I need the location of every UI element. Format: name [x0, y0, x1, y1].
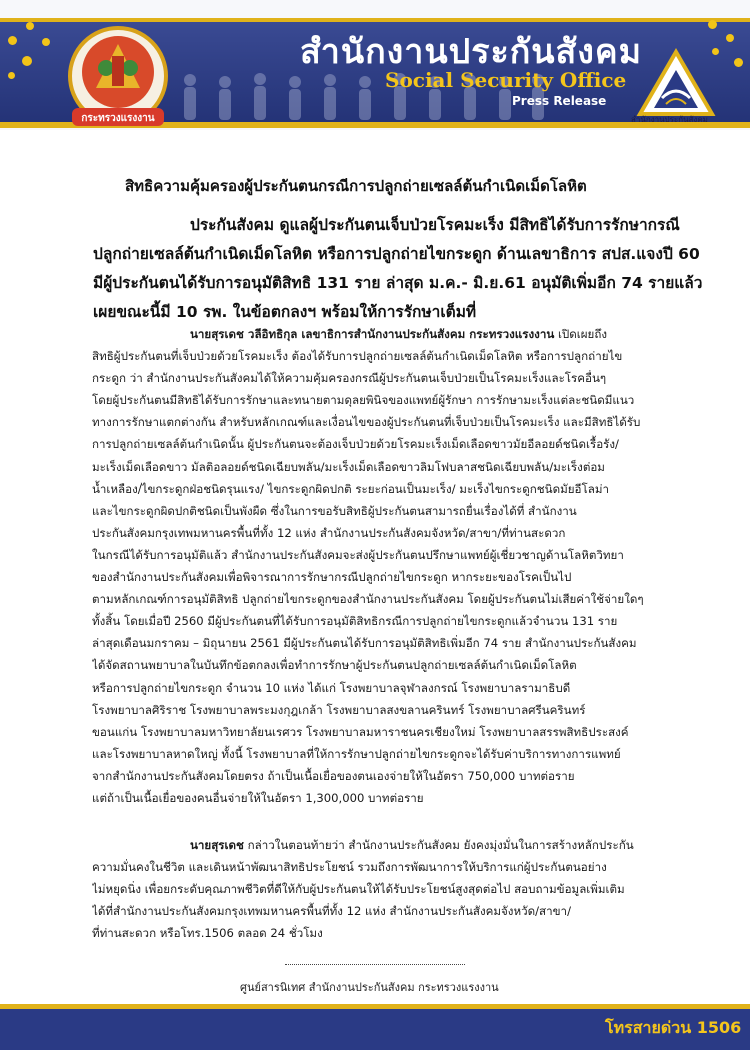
paragraph-2: [92, 834, 712, 944]
ministry-emblem-icon: [66, 26, 170, 130]
lead-line: ปลูกถ่ายเซลล์ต้นกำเนิดเม็ดโลหิต หรือการปลูกถ่ายไขกระดูก ด้านเลขาธิการ สปส.แจงปี 60: [93, 245, 700, 263]
divider: [285, 964, 465, 965]
header-title-en: Social Security Office: [385, 68, 627, 92]
decor-dot: [726, 34, 734, 42]
header: [0, 0, 750, 130]
paragraph-line: ในกรณีได้รับการอนุมัติแล้ว สำนักงานประกันสังคมจะส่งผู้ประกันตนปรึกษาแพทย์ผู้เชี่ยวชาญด้านโลหิตวิทยา: [92, 547, 624, 562]
decor-dot: [8, 36, 17, 45]
paragraph-line: ประกันสังคมกรุงเทพมหานครพื้นที่ทั้ง 12 แห่ง สำนักงานประกันสังคมจังหวัด/สาขา/ที่ท่านสะดวก: [92, 525, 566, 540]
paragraph-line: ขอนแก่น โรงพยาบาลมหาวิทยาลัยนเรศวร โรงพยาบาลมหาราชนครเชียงใหม่ โรงพยาบาลสรรพสิทธิประสงค์: [92, 724, 629, 739]
hotline-label: โทรสายด่วน 1506: [605, 1018, 742, 1037]
paragraph-line: ที่ท่านสะดวก หรือโทร.1506 ตลอด 24 ชั่วโมง: [92, 926, 323, 941]
sso-logo-icon: [636, 48, 716, 120]
header-title-th: สำนักงานประกันสังคม: [300, 32, 643, 72]
paragraph-line: ล่าสุดเดือนมกราคม – มิถุนายน 2561 มีผู้ประกันตนได้รับการอนุมัติสิทธิเพิ่มอีก 74 ราย สำนักงานประกันสังคม: [92, 636, 637, 651]
sso-logo-caption: สำนักงานประกันสังคม: [631, 115, 708, 124]
paragraph-line: และโรงพยาบาลหาดใหญ่ ทั้งนี้ โรงพยาบาลที่ให้การรักษาปลูกถ่ายไขกระดูกจะได้รับค่าบริการทางการแพทย์: [92, 746, 621, 761]
lead-line: มีผู้ประกันตนได้รับการอนุมัติสิทธิ 131 ราย ล่าสุด ม.ค.- มิ.ย.61 อนุมัติเพิ่มอีก 74 รายแล้ว: [93, 274, 703, 292]
paragraph-line: น้ำเหลือง/ไขกระดูกฝ่อชนิดรุนแรง/ ไขกระดูกผิดปกติ ระยะก่อนเป็นมะเร็ง/ มะเร็งไขกระดูกชนิดมัยอีโลม่า: [92, 481, 609, 496]
decor-dot: [708, 20, 717, 29]
paragraph-line: ตามหลักเกณฑ์การอนุมัติสิทธิ ปลูกถ่ายไขกระดูกของสำนักงานประกันสังคม โดยผู้ประกันตนไม่เสียค่าใช้จ่ายใดๆ: [92, 592, 644, 607]
paragraph-line: โดยผู้ประกันตนมีสิทธิได้รับการรักษาและทนายตามดุลยพินิจของแพทย์ผู้รักษา การรักษามะเร็งแต่ละชนิดมีแนว: [92, 393, 635, 408]
decor-dot: [734, 58, 743, 67]
emblem-label: กระทรวงแรงงาน: [81, 113, 155, 124]
paragraph-line: กระดูก ว่า สำนักงานประกันสังคมได้ให้ความคุ้มครองกรณีผู้ประกันตนเจ็บป่วยเป็นโรคมะเร็งและโรคอื่นๆ: [92, 371, 607, 386]
paragraph-line: ของสำนักงานประกันสังคมเพื่อพิจารณาการรักษากรณีปลูกถ่ายไขกระดูก หากระยะของโรคเป็นไป: [92, 570, 572, 585]
paragraph-line: จากสำนักงานประกันสังคมโดยตรง ถ้าเป็นเนื้อเยื่อของตนเองจ่ายให้ในอัตรา 750,000 บาทต่อราย: [92, 768, 575, 783]
paragraph-line: ได้จัดสถานพยาบาลในบันทึกข้อตกลงเพื่อทำการรักษาผู้ประกันตนปลูกถ่ายเซลล์ต้นกำเนิดเม็ดโลหิต: [92, 658, 577, 673]
paragraph-line: นายสุรเดช วลีอิทธิกุล เลขาธิการสำนักงานประกันสังคม กระทรวงแรงงาน เปิดเผยถึง: [190, 327, 608, 341]
paragraph-line: นายสุรเดช กล่าวในตอนท้ายว่า สำนักงานประกันสังคม ยังคงมุ่งมั่นในการสร้างหลักประกัน: [190, 838, 634, 852]
footer-credit: ศูนย์สารนิเทศ สำนักงานประกันสังคม กระทรวงแรงงาน: [240, 981, 499, 994]
press-release-label: Press Release: [512, 94, 607, 108]
paragraph-line: ความมั่นคงในชีวิต และเดินหน้าพัฒนาสิทธิประโยชน์ รวมถึงการพัฒนาการให้บริการแก่ผู้ประกันตนอย่าง: [92, 860, 607, 875]
article-heading: สิทธิความคุ้มครองผู้ประกันตนกรณีการปลูกถ่ายเซลล์ต้นกำเนิดเม็ดโลหิต: [125, 177, 587, 195]
speaker-name: นายสุรเดช วลีอิทธิกุล เลขาธิการสำนักงานประกันสังคม กระทรวงแรงงาน: [190, 327, 555, 341]
decor-dot: [42, 38, 50, 46]
decor-dot: [8, 72, 15, 79]
paragraph-line: สิทธิผู้ประกันตนที่เจ็บป่วยด้วยโรคมะเร็ง ต้องได้รับการปลูกถ่ายเซลล์ต้นกำเนิดเม็ดโลหิต หรือการปลูกถ่ายไข: [92, 349, 623, 364]
decor-dot: [22, 56, 32, 66]
decor-dot: [26, 22, 34, 30]
paragraph-line: การปลูกถ่ายเซลล์ต้นกำเนิดนั้น ผู้ประกันตนจะต้องเจ็บป่วยด้วยโรคมะเร็งเม็ดเลือดขาวมัยอีลอยด์ชนิดเรื้อรัง/: [92, 437, 619, 452]
paragraph-line: ทางการรักษาแตกต่างกัน สำหรับหลักเกณฑ์และเงื่อนไขของผู้ประกันตนที่เจ็บป่วยเป็นโรคมะเร็ง และมีสิทธิได้รับ: [92, 415, 641, 430]
paragraph-line: หรือการปลูกถ่ายไขกระดูก จำนวน 10 แห่ง ได้แก่ โรงพยาบาลจุฬาลงกรณ์ โรงพยาบาลรามาธิบดี: [92, 680, 571, 695]
paragraph-1: [92, 323, 712, 809]
speaker-name: นายสุรเดช: [190, 838, 244, 852]
paragraph-line: โรงพยาบาลศิริราช โรงพยาบาลพระมงกุฎเกล้า โรงพยาบาลสงขลานครินทร์ โรงพยาบาลศรีนครินทร์: [92, 702, 586, 717]
paragraph-line: ทั้งสิ้น โดยเมื่อปี 2560 มีผู้ประกันตนที่ได้รับการอนุมัติสิทธิกรณีการปลูกถ่ายไขกระดูกแล้วจำนวน 131 ราย: [92, 614, 618, 629]
lead-line: ประกันสังคม ดูแลผู้ประกันตนเจ็บป่วยโรคมะเร็ง มีสิทธิได้รับการรักษากรณี: [190, 216, 680, 234]
lead-line: เผยขณะนี้มี 10 รพ. ในข้อตกลงฯ พร้อมให้การรักษาเต็มที่: [93, 303, 477, 321]
paragraph-line: ได้ที่สำนักงานประกันสังคมกรุงเทพมหานครพื้นที่ทั้ง 12 แห่ง สำนักงานประกันสังคมจังหวัด/สาขา/: [92, 904, 571, 919]
paragraph-line: มะเร็งเม็ดเลือดขาว มัลติอลอยด์ชนิดเฉียบพลัน/มะเร็งเม็ดเลือดขาวลิมโฟบลาสชนิดเฉียบพลัน/มะเร็งต่อม: [92, 459, 605, 474]
paragraph-line: ไม่หยุดนิ่ง เพื่อยกระดับคุณภาพชีวิตที่ดีให้กับผู้ประกันตนให้ได้รับประโยชน์สูงสุดต่อไป สอบถามข้อมูลเพิ่มเติม: [92, 882, 625, 897]
paragraph-line: และไขกระดูกผิดปกติชนิดเป็นพังผืด ซึ่งในการขอรับสิทธิผู้ประกันตนสามารถยื่นเรื่องได้ที่ สำนักงาน: [92, 503, 577, 518]
paragraph-line: แต่ถ้าเป็นเนื้อเยื่อของคนอื่นจ่ายให้ในอัตรา 1,300,000 บาทต่อราย: [92, 790, 424, 805]
